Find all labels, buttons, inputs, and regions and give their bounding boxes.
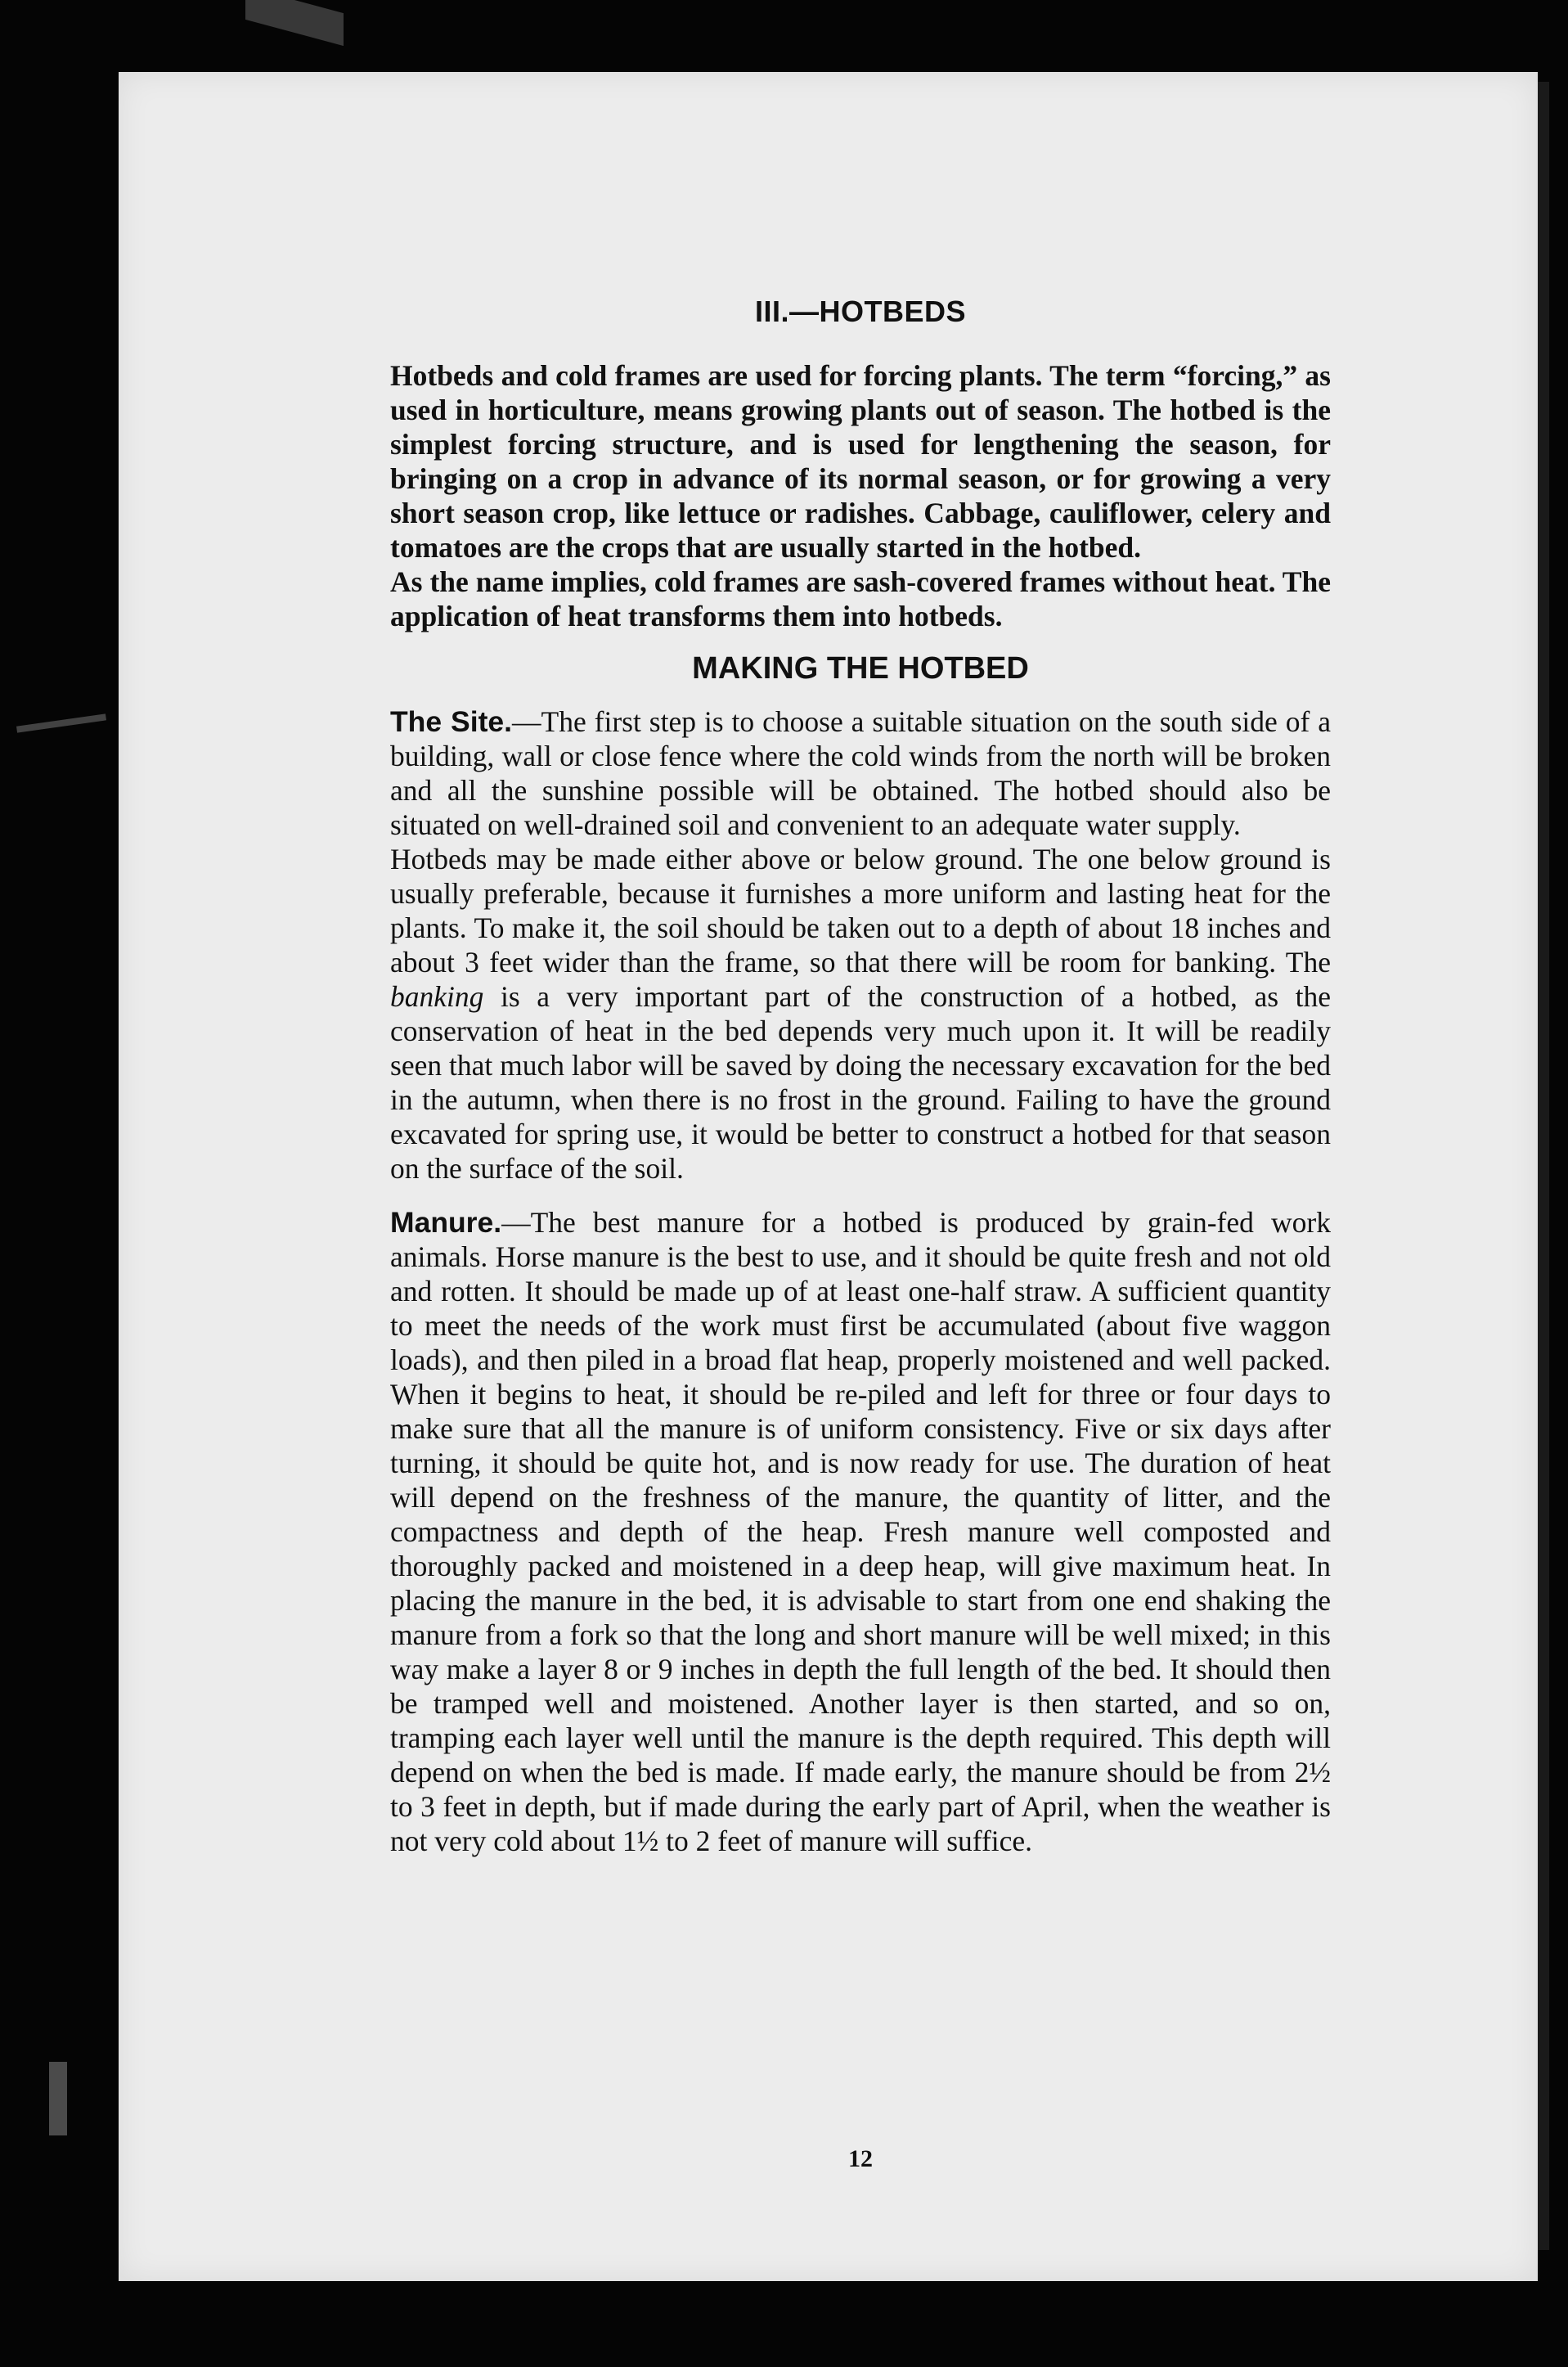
intro-section (390, 358, 1331, 633)
scan-artifact-bottom-left (49, 2062, 67, 2135)
chapter-title: III.—HOTBEDS (754, 295, 967, 328)
page-edge-shadow (1538, 82, 1549, 2250)
hotbeds-text-part2: is a very important part of the construction of a hotbed, as the conservation of heat in the bed depends very much upon it. It will be readily seen that much labor will be saved by doing the necessary excavation for the bed in the autumn, when there is no frost in the ground. Failing to have the ground excavated for spring use, it would be better to construct a hotbed for that season on the surface of the soil. (390, 980, 1331, 1185)
site-paragraph (390, 704, 1331, 842)
manure-text: —The best manure for a hotbed is produced by grain-fed work animals. Horse manure is the best to use, and it should be quite fresh and not old and rotten. It should be made up of at least one-half straw. A sufficient quantity to meet the needs of the work must first be accumulated (about five waggon loads), and then piled in a broad flat heap, properly moistened and well packed. When it begins to heat, it should be re-piled and left for three or four days to make sure that all the manure is of uniform consistency. Five or six days after turning, it should be quite hot, and is now ready for use. The duration of heat will depend on the freshness of the manure, the quantity of litter, and the compactness and depth of the heap. Fresh manure well composted and thoroughly packed and moistened in a deep heap, will give maximum heat. In placing the manure in the bed, it is advisable to start from one end shaking the manure from a fork so that the long and short manure will be well mixed; in this way make a layer 8 or 9 inches in depth the full length of the bed. It should then be tramped well and moistened. Another layer is then started, and so on, tramping each layer well until the manure is the depth required. This depth will depend on when the bed is made. If made early, the manure should be from 2½ to 3 feet in depth, but if made during the early part of April, when the weather is not very cold about 1½ to 2 feet of manure will suffice. (390, 1206, 1331, 1857)
site-runin-heading: The Site. (390, 705, 513, 738)
intro-paragraph: Hotbeds and cold frames are used for forcing plants. The term “forcing,” as used in horticulture, means growing plants out of season. The hotbed is the simplest forcing structure, and is used for lengthening the season, for bringing on a crop in advance of its normal season, or for growing a very short season crop, like lettuce or radishes. Cabbage, cauliflower, celery and tomatoes are the crops that are usually started in the hotbed. (390, 359, 1331, 564)
hotbeds-text-part1: Hotbeds may be made either above or below ground. The one below ground is usually preferable, because it furnishes a more uniform and lasting heat for the plants. To make it, the soil should be taken out to a depth of about 18 inches and about 3 feet wider than the frame, so that there will be room for banking. The (390, 843, 1331, 979)
paragraph-gap (390, 1186, 1331, 1205)
manure-paragraph (390, 1205, 1331, 1858)
manure-runin-heading: Manure. (390, 1206, 502, 1239)
site-text: —The first step is to choose a suitable situation on the south side of a building, wall or close fence where the cold winds from the north will be broken and all the sunshine possible will be obtained. The hotbed should also be situated on well-drained soil and convenient to an adequate water supply. (390, 705, 1331, 841)
banking-emphasis: banking (390, 980, 484, 1013)
intro-paragraph: As the name implies, cold frames are sash-covered frames without heat. The application of heat transforms them into hotbeds. (390, 565, 1331, 632)
page-content (390, 295, 1331, 2172)
page-number: 12 (848, 2145, 873, 2172)
hotbeds-paragraph (390, 842, 1331, 1186)
section-title: MAKING THE HOTBED (692, 651, 1029, 686)
